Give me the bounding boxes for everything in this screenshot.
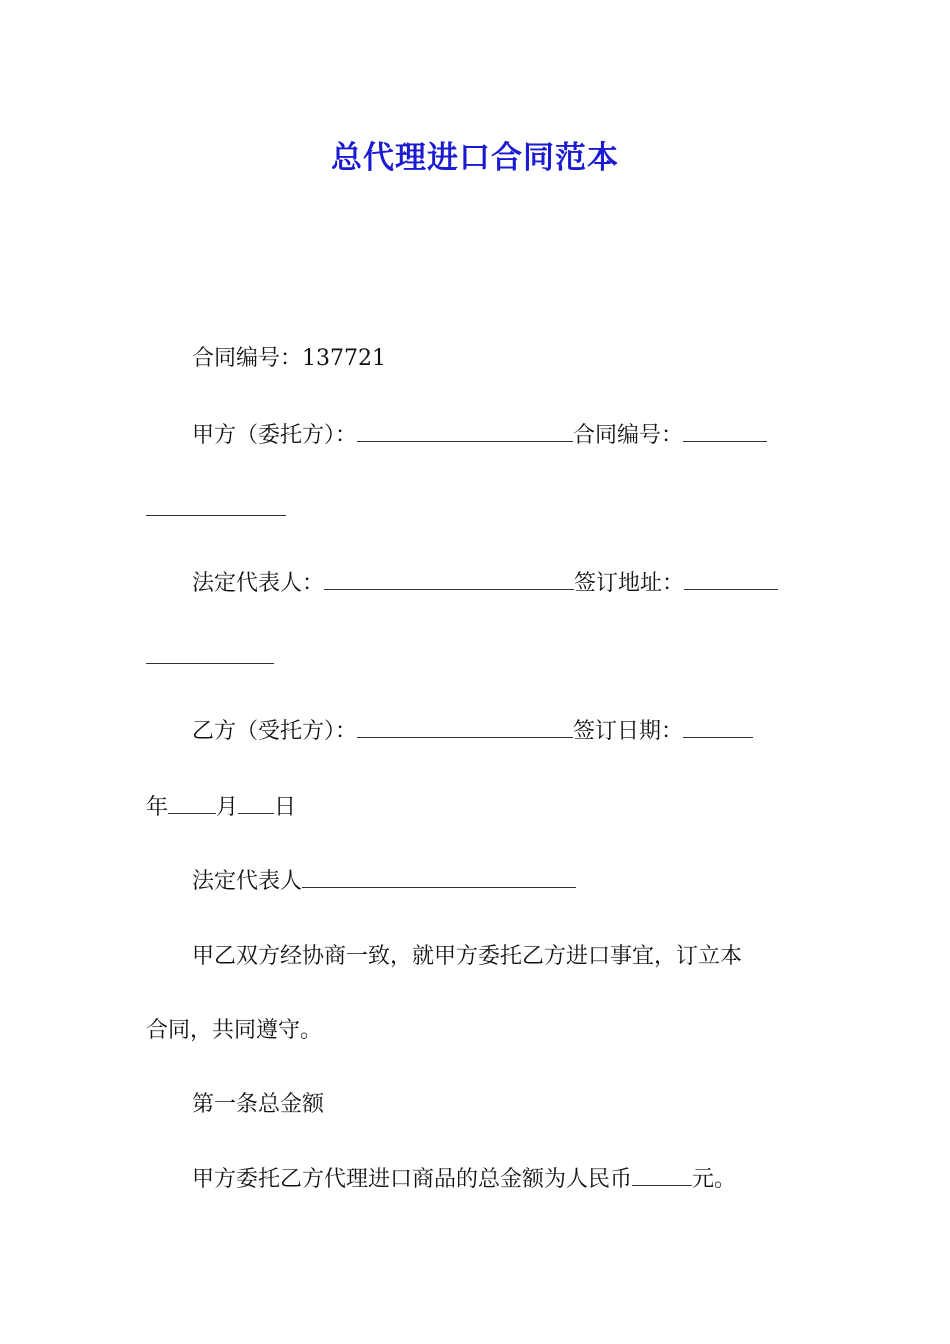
sign-place-blank-continuation — [146, 642, 274, 673]
article-1-text-after: 元。 — [692, 1167, 737, 1192]
contract-number-line — [192, 344, 386, 374]
day-label: 日 — [274, 795, 297, 820]
legal-rep-b-line — [192, 866, 576, 897]
contract-number-blank[interactable] — [683, 420, 767, 442]
total-amount-blank[interactable] — [632, 1164, 692, 1186]
party-a-blank[interactable] — [357, 420, 573, 442]
party-a-line — [192, 420, 767, 451]
year-label: 年 — [146, 795, 169, 820]
legal-rep-a-blank[interactable] — [324, 568, 574, 590]
article-1-text-before: 甲方委托乙方代理进口商品的总金额为人民币 — [192, 1167, 633, 1192]
contract-number-value: 137721 — [302, 346, 386, 371]
legal-rep-a-line — [192, 568, 778, 599]
sign-date-label: 签订日期： — [573, 719, 684, 744]
document-title: 总代理进口合同范本 — [331, 140, 619, 176]
sign-date-year-blank[interactable] — [683, 716, 753, 738]
article-1-text — [192, 1164, 736, 1195]
party-b-line — [192, 716, 753, 747]
sign-place-blank[interactable] — [684, 568, 778, 590]
day-blank[interactable] — [238, 792, 274, 814]
article-1-heading: 第一条总金额 — [192, 1092, 325, 1117]
contract-number-blank-continuation — [146, 494, 286, 525]
intro-paragraph-line2: 合同，共同遵守。 — [146, 1018, 323, 1043]
legal-rep-a-label: 法定代表人： — [192, 571, 325, 596]
contract-number-label-2: 合同编号： — [573, 423, 684, 448]
contract-number-blank-cont[interactable] — [146, 494, 286, 516]
sign-place-blank-cont[interactable] — [146, 642, 274, 664]
month-blank[interactable] — [168, 792, 216, 814]
month-label: 月 — [216, 795, 239, 820]
intro-paragraph-line1: 甲乙双方经协商一致，就甲方委托乙方进口事宜，订立本 — [192, 944, 743, 969]
legal-rep-b-blank[interactable] — [302, 866, 576, 888]
party-a-label: 甲方（委托方）： — [192, 423, 358, 448]
sign-date-continuation — [146, 792, 296, 823]
party-b-blank[interactable] — [357, 716, 573, 738]
party-b-label: 乙方（受托方）： — [192, 719, 358, 744]
contract-number-label: 合同编号： — [192, 346, 303, 371]
sign-place-label: 签订地址： — [574, 571, 685, 596]
legal-rep-b-label: 法定代表人 — [192, 869, 303, 894]
